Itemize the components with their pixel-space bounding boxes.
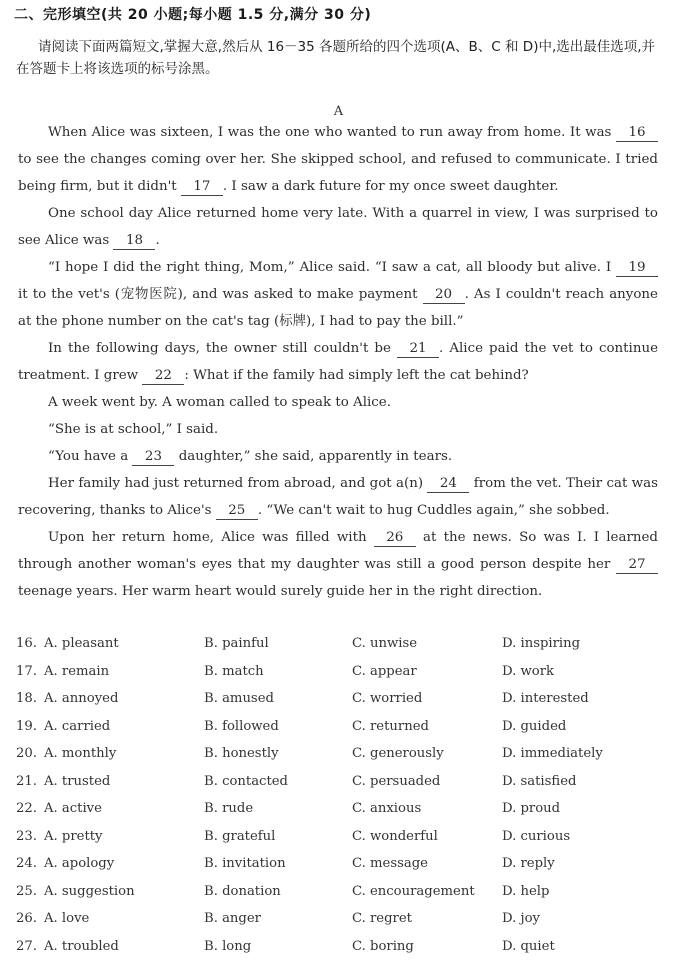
text-run: “You have a bbox=[48, 449, 129, 464]
question-number: 17. bbox=[16, 663, 37, 679]
option-b: B. invitation bbox=[204, 856, 286, 871]
option-d: D. curious bbox=[502, 828, 571, 844]
option-row-17 bbox=[16, 664, 666, 692]
option-a: A. annoyed bbox=[44, 691, 119, 706]
question-number: 27. bbox=[16, 938, 37, 954]
text-run: . “We can't wait to hug Cuddles again,” she sobbed. bbox=[257, 503, 610, 518]
question-number: 16. bbox=[16, 636, 37, 651]
option-b: B. donation bbox=[204, 883, 281, 899]
option-d: D. joy bbox=[502, 911, 540, 926]
option-b: B. amused bbox=[204, 691, 274, 706]
paragraph-9 bbox=[18, 524, 658, 605]
text-run: to see the changes coming over her. She skipped school, and refused to communicate. I tried being firm, but it didn't bbox=[18, 152, 658, 194]
option-c: C. anxious bbox=[352, 801, 422, 816]
option-b: B. grateful bbox=[204, 828, 276, 844]
option-a: A. trusted bbox=[44, 773, 111, 789]
question-number: 23. bbox=[16, 828, 37, 844]
text-run: at the news. So was I. I learned through another woman's eyes that my daughter was still a good person despite her bbox=[18, 530, 658, 572]
text-run: “I hope I did the right thing, Mom,” Alice said. “I saw a cat, all bloody but alive. I bbox=[48, 260, 612, 275]
paragraph-2 bbox=[18, 200, 658, 254]
option-c: C. unwise bbox=[352, 636, 418, 651]
text-run: teenage years. Her warm heart would surely guide her in the right direction. bbox=[18, 584, 543, 599]
blank-18: 18 bbox=[113, 233, 155, 250]
text-run: One school day Alice returned home very late. With a quarrel in view, I was surprised to see Alice was bbox=[18, 206, 658, 248]
option-b: B. followed bbox=[204, 718, 279, 734]
text-run: . bbox=[155, 233, 160, 248]
option-a: A. pretty bbox=[44, 828, 103, 844]
blank-21: 21 bbox=[397, 341, 439, 358]
option-d: D. proud bbox=[502, 801, 561, 816]
passage-text bbox=[18, 119, 658, 605]
option-row-21 bbox=[16, 774, 666, 802]
option-b: B. rude bbox=[204, 801, 254, 816]
paragraph-3 bbox=[18, 254, 658, 335]
option-b: B. anger bbox=[204, 911, 261, 926]
option-a: A. remain bbox=[44, 663, 110, 679]
option-c: C. persuaded bbox=[352, 773, 441, 789]
option-c: C. encouragement bbox=[352, 883, 475, 899]
option-c: C. worried bbox=[352, 691, 423, 706]
blank-16: 16 bbox=[616, 125, 658, 142]
option-a: A. suggestion bbox=[44, 883, 135, 899]
option-row-24 bbox=[16, 856, 666, 884]
option-b: B. long bbox=[204, 938, 252, 954]
question-number: 20. bbox=[16, 746, 37, 761]
option-d: D. guided bbox=[502, 718, 567, 734]
option-a: A. pleasant bbox=[44, 636, 119, 651]
text-run: In the following days, the owner still couldn't be bbox=[48, 341, 391, 356]
option-a: A. apology bbox=[44, 856, 115, 871]
option-row-23 bbox=[16, 829, 666, 857]
instructions: 请阅读下面两篇短文,掌握大意,然后从 16－35 各题所给的四个选项(A、B、C 和 D)中,选出最佳选项,并在答题卡上将该选项的标号涂黑。 bbox=[16, 39, 656, 77]
option-b: B. painful bbox=[204, 636, 269, 651]
option-c: C. wonderful bbox=[352, 828, 438, 844]
option-row-26 bbox=[16, 911, 666, 939]
option-d: D. immediately bbox=[502, 746, 603, 761]
paragraph-5: A week went by. A woman called to speak to Alice. bbox=[48, 395, 391, 410]
text-run: from the vet. Their cat was recovering, thanks to Alice's bbox=[18, 476, 658, 518]
question-number: 21. bbox=[16, 773, 37, 789]
option-row-18 bbox=[16, 691, 666, 719]
text-run: When Alice was sixteen, I was the one who wanted to run away from home. It was bbox=[48, 125, 612, 140]
option-d: D. work bbox=[502, 663, 555, 679]
text-run: daughter,” she said, apparently in tears. bbox=[178, 449, 453, 464]
option-c: C. appear bbox=[352, 663, 417, 679]
text-run: : What if the family had simply left the cat behind? bbox=[184, 368, 529, 383]
option-c: C. boring bbox=[352, 938, 414, 954]
paragraph-4 bbox=[18, 335, 658, 389]
paragraph-8 bbox=[18, 470, 658, 524]
question-number: 19. bbox=[16, 718, 37, 734]
text-run: . I saw a dark future for my once sweet daughter. bbox=[222, 179, 559, 194]
option-c: C. message bbox=[352, 856, 428, 871]
option-row-22 bbox=[16, 801, 666, 829]
option-d: D. interested bbox=[502, 691, 589, 706]
option-a: A. love bbox=[44, 911, 90, 926]
question-number: 24. bbox=[16, 856, 37, 871]
blank-17: 17 bbox=[181, 179, 223, 196]
paragraph-1 bbox=[18, 119, 658, 200]
paragraph-6: “She is at school,” I said. bbox=[48, 422, 219, 437]
blank-26: 26 bbox=[374, 530, 416, 547]
option-d: D. reply bbox=[502, 856, 555, 871]
option-row-16 bbox=[16, 636, 666, 664]
options-list bbox=[16, 636, 666, 966]
option-row-19 bbox=[16, 719, 666, 747]
option-b: B. match bbox=[204, 663, 264, 679]
option-d: D. inspiring bbox=[502, 636, 581, 651]
section-title: 二、完形填空(共 20 小题;每小题 1.5 分,满分 30 分) bbox=[14, 7, 372, 23]
option-c: C. generously bbox=[352, 746, 444, 761]
option-d: D. satisfied bbox=[502, 773, 577, 789]
question-number: 25. bbox=[16, 883, 37, 899]
paragraph-7 bbox=[18, 443, 658, 470]
blank-25: 25 bbox=[216, 503, 258, 520]
blank-23: 23 bbox=[132, 449, 174, 466]
question-number: 18. bbox=[16, 691, 37, 706]
text-run: Her family had just returned from abroad, and got a(n) bbox=[48, 476, 424, 491]
text-run: . Alice paid the vet to continue treatment. I grew bbox=[18, 341, 658, 383]
option-a: A. active bbox=[44, 801, 102, 816]
question-number: 26. bbox=[16, 911, 37, 926]
option-d: D. help bbox=[502, 883, 550, 899]
blank-24: 24 bbox=[427, 476, 469, 493]
option-c: C. regret bbox=[352, 911, 412, 926]
option-row-20 bbox=[16, 746, 666, 774]
option-b: B. honestly bbox=[204, 746, 279, 761]
blank-22: 22 bbox=[142, 368, 184, 385]
question-number: 22. bbox=[16, 801, 37, 816]
text-run: . As I couldn't reach anyone at the phone number on the cat's tag (标牌), I had to pay the bill.” bbox=[18, 287, 658, 329]
option-a: A. monthly bbox=[44, 746, 117, 761]
option-row-25 bbox=[16, 884, 666, 912]
text-run: Upon her return home, Alice was filled with bbox=[48, 530, 367, 545]
blank-20: 20 bbox=[423, 287, 465, 304]
passage-label: A bbox=[333, 104, 344, 119]
blank-27: 27 bbox=[616, 557, 658, 574]
option-row-27 bbox=[16, 939, 666, 967]
option-c: C. returned bbox=[352, 718, 429, 734]
option-d: D. quiet bbox=[502, 938, 555, 954]
option-a: A. troubled bbox=[44, 938, 119, 954]
option-a: A. carried bbox=[44, 718, 111, 734]
text-run: it to the vet's (宠物医院), and was asked to make payment bbox=[18, 287, 418, 302]
blank-19: 19 bbox=[616, 260, 658, 277]
option-b: B. contacted bbox=[204, 773, 288, 789]
